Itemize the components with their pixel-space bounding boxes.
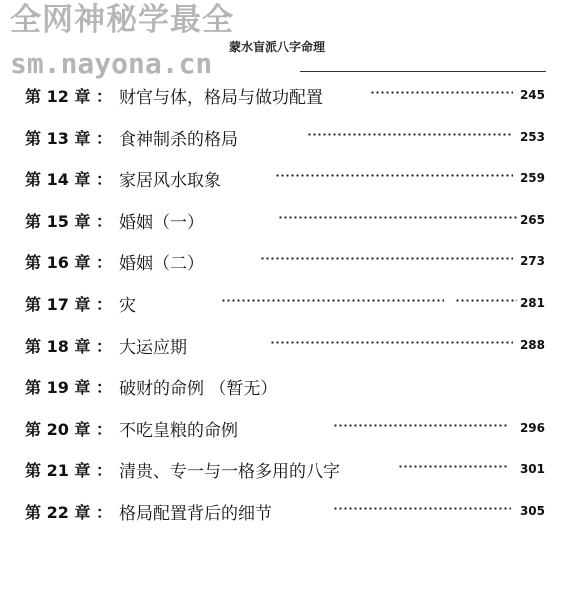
page-number: 253 xyxy=(519,129,545,144)
chapter-title: 财官与体，格局与做功配置 xyxy=(119,88,323,108)
dot-leader xyxy=(270,341,513,344)
chapter-number: 第 15 章 ： xyxy=(25,211,112,231)
toc-entry[interactable] xyxy=(25,244,545,286)
chapter-title: 家居风水取象 xyxy=(119,171,221,192)
toc-entry[interactable] xyxy=(25,452,545,494)
toc-entry[interactable] xyxy=(25,494,545,536)
page-number: 296 xyxy=(519,420,545,435)
chapter-title: 大运应期 xyxy=(119,337,187,358)
dot-leader xyxy=(333,507,511,510)
page-number: 301 xyxy=(519,462,545,477)
toc-entry[interactable] xyxy=(25,328,545,370)
chapter-number: 第 18 章 ： xyxy=(25,336,112,356)
chapter-title: 不吃皇粮的命例 xyxy=(119,420,238,441)
watermark xyxy=(10,2,234,80)
dot-leader xyxy=(333,424,507,427)
chapter-number: 第 16 章 ： xyxy=(25,253,112,273)
chapter-title: 婚姻（一） xyxy=(119,212,204,233)
toc-entry[interactable] xyxy=(25,203,545,245)
dot-leader xyxy=(260,257,513,260)
page-number: 305 xyxy=(519,503,545,518)
chapter-number: 第 22 章 ： xyxy=(25,502,112,522)
dot-leader xyxy=(221,299,444,302)
toc-entry[interactable] xyxy=(25,369,545,411)
dot-leader xyxy=(370,91,513,94)
watermark-title: 全网神秘学最全 xyxy=(10,2,234,38)
toc-entry[interactable] xyxy=(25,78,545,120)
chapter-number: 第 14 章 ： xyxy=(25,170,112,190)
chapter-number: 第 19 章 ： xyxy=(25,378,112,398)
watermark-url: sm.nayona.cn xyxy=(10,47,213,80)
chapter-title: 破财的命例 （暂无） xyxy=(119,379,278,400)
page-number: 259 xyxy=(519,171,545,186)
page-number: 288 xyxy=(519,337,545,352)
dot-leader xyxy=(278,216,517,219)
running-header: 蒙水盲派八字命理 xyxy=(229,40,326,54)
dot-leader xyxy=(398,465,507,468)
page-number: 265 xyxy=(519,212,545,227)
chapter-title: 婚姻（二） xyxy=(119,254,204,275)
chapter-number: 第 12 章 ： xyxy=(25,87,112,106)
table-of-contents xyxy=(25,78,545,536)
dot-leader xyxy=(455,299,517,302)
chapter-title: 格局配置背后的细节 xyxy=(119,503,272,524)
dot-leader xyxy=(275,174,513,177)
page-number: 245 xyxy=(519,88,545,102)
toc-entry[interactable] xyxy=(25,161,545,203)
toc-entry[interactable] xyxy=(25,286,545,328)
chapter-title: 清贵、专一与一格多用的八字 xyxy=(119,462,340,483)
chapter-number: 第 17 章 ： xyxy=(25,294,112,314)
page-number: 281 xyxy=(519,295,545,310)
chapter-number: 第 21 章 ： xyxy=(25,461,112,481)
chapter-title: 食神制杀的格局 xyxy=(119,129,238,150)
toc-entry[interactable] xyxy=(25,411,545,453)
toc-entry[interactable] xyxy=(25,120,545,162)
header-rule xyxy=(300,71,546,72)
dot-leader xyxy=(307,133,513,136)
chapter-number: 第 13 章 ： xyxy=(25,128,112,148)
chapter-number: 第 20 章 ： xyxy=(25,419,112,439)
page-number: 273 xyxy=(519,254,545,269)
chapter-title: 灾 xyxy=(119,295,136,316)
